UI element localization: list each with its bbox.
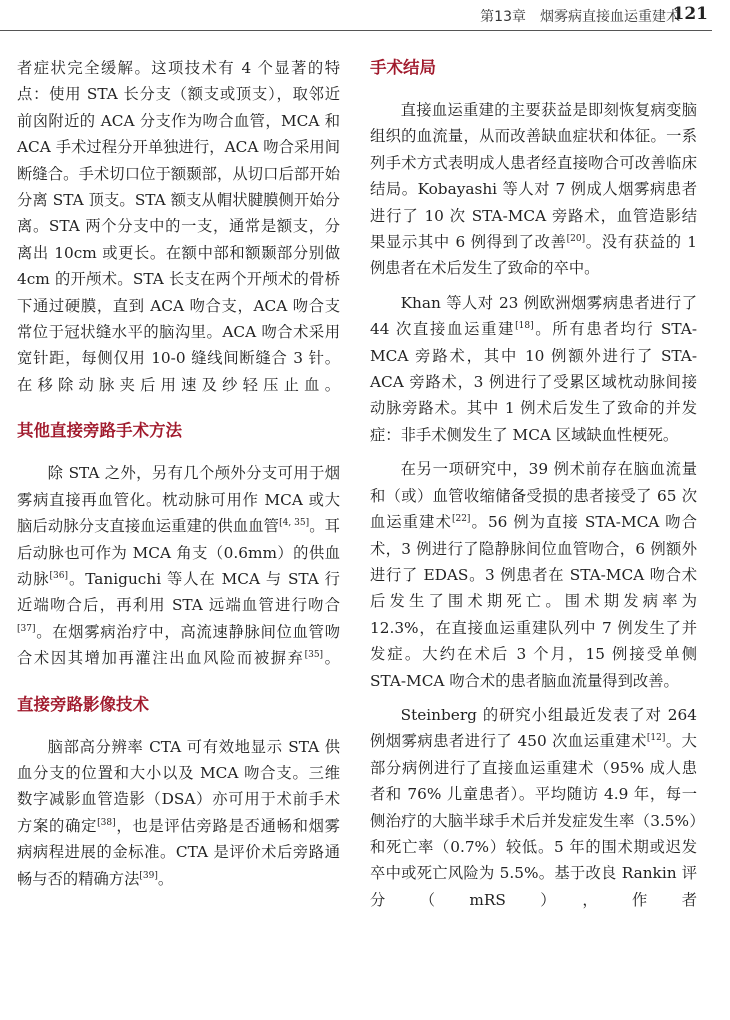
citation: [18]: [515, 321, 534, 332]
chapter-title: 第13章 烟雾病直接血运重建术: [480, 9, 680, 25]
left-column: [17, 55, 340, 892]
citation: [20]: [566, 233, 586, 244]
right-column: [370, 55, 697, 913]
citation: [37]: [17, 623, 36, 634]
section-heading: 手术结局: [370, 58, 436, 77]
citation: [22]: [451, 514, 471, 524]
paragraph: 直接血运重建的主要获益是即刻恢复病变脑组织的血流量，从而改善缺血症状和体征。一系列手术方式表明成人患者经直接吻合可改善临床结局。Kobayashi 等人对 7 例成人烟雾病患者进行了 10 次 STA-MCA 旁路术，血管造影结果显示其中 6 例得到了改善[20]。没有获益的 1 例患者在术后发生了致命的卒中。: [370, 101, 697, 278]
citation: [35]: [304, 650, 324, 661]
section-heading: 直接旁路影像技术: [17, 694, 149, 714]
citation: [39]: [139, 870, 158, 881]
paragraph: Steinberg 的研究小组最近发表了对 264 例烟雾病患者进行了 450 次血运重建术[12]。大部分病例进行了直接血运重建术（95% 成人患者和 76% 儿童患者）。平均随访 4.9 年，每一侧治疗的大脑半球手术后并发症发生率（3.5%）和死亡率（0.7%）较低。5 年的围术期或迟发卒中或死亡风险为 5.5%。基于改良 Rankin 评分（mRS），作者: [370, 705, 697, 909]
paragraph: 者症状完全缓解。这项技术有 4 个显著的特点：使用 STA 长分支（额支或顶支），取邻近前囟附近的 ACA 分支作为吻合血管，MCA 和 ACA 手术过程分开单独进行，ACA 吻合采用间断缝合。手术切口位于额颞部，从切口后部开始分离 STA 顶支。STA 额支从帽状腱膜侧开始分离。STA 两个分支中的一支，通常是额支，分离出 10cm 或更长。在额中部和额颞部分别做 4cm 的开颅术。STA 长支在两个开颅术的骨桥下通过硬膜，直到 ACA 吻合支，ACA 吻合支常位于冠状缝水平的脑沟里。ACA 吻合术采用宽针距，每侧仅用 10-0 缝线间断缝合 3 针。在移除动脉夹后用速及纱轻压止血。: [17, 59, 340, 394]
paragraph: 除 STA 之外，另有几个颅外分支可用于烟雾病直接再血管化。枕动脉可用作 MCA 或大脑后动脉分支直接血运重建的供血血管[4, 35]。耳后动脉也可作为 MCA 角支（0.6mm）的供血动脉[36]。Taniguchi 等人在 MCA 与 STA 行近端吻合后，再利用 STA 远端血管进行吻合[37]。在烟雾病治疗中，高流速静脉间位血管吻合术因其增加再灌注出血风险而被摒弃[35]。: [17, 464, 340, 668]
paragraph: Khan 等人对 23 例欧洲烟雾病患者进行了 44 次直接血运重建[18]。所有患者均行 STA-MCA 旁路术，其中 10 例额外进行了 STA-ACA 旁路术，3 例进行了受累区域枕动脉间接动脉旁路术。其中 1 例术后发生了致命的并发症：非手术侧发生了 MCA 区域缺血性梗死。: [370, 293, 697, 444]
citation: [12]: [646, 733, 666, 744]
section-heading: 其他直接旁路手术方法: [17, 421, 182, 441]
citation: [4, 35]: [279, 518, 310, 528]
paragraph: 脑部高分辨率 CTA 可有效地显示 STA 供血分支的位置和大小以及 MCA 吻合支。三维数字减影血管造影（DSA）亦可用于术前手术方案的确定[38]，也是评估旁路是否通畅和烟雾病病程进展的金标准。CTA 是评价术后旁路通畅与否的精确方法[39]。: [17, 737, 340, 888]
paragraph: 在另一项研究中，39 例术前存在脑血流量和（或）血管收缩储备受损的患者接受了 65 次血运重建术[22]。56 例为直接 STA-MCA 吻合术，3 例进行了隐静脉间位血管吻合，6 例额外进行了 EDAS。3 例患者在 STA-MCA 吻合术后发生了围术期死亡。围术期发病率为 12.3%，在直接血运重建队列中 7 例发生了并发症。大约在术后 3 个月，15 例接受单侧 STA-MCA 吻合术的患者脑血流量得到改善。: [370, 460, 697, 690]
citation: [36]: [49, 570, 69, 581]
header-rule: [0, 30, 712, 31]
page-number: 121: [672, 4, 708, 24]
citation: [38]: [97, 817, 116, 828]
page-header: [0, 0, 730, 40]
